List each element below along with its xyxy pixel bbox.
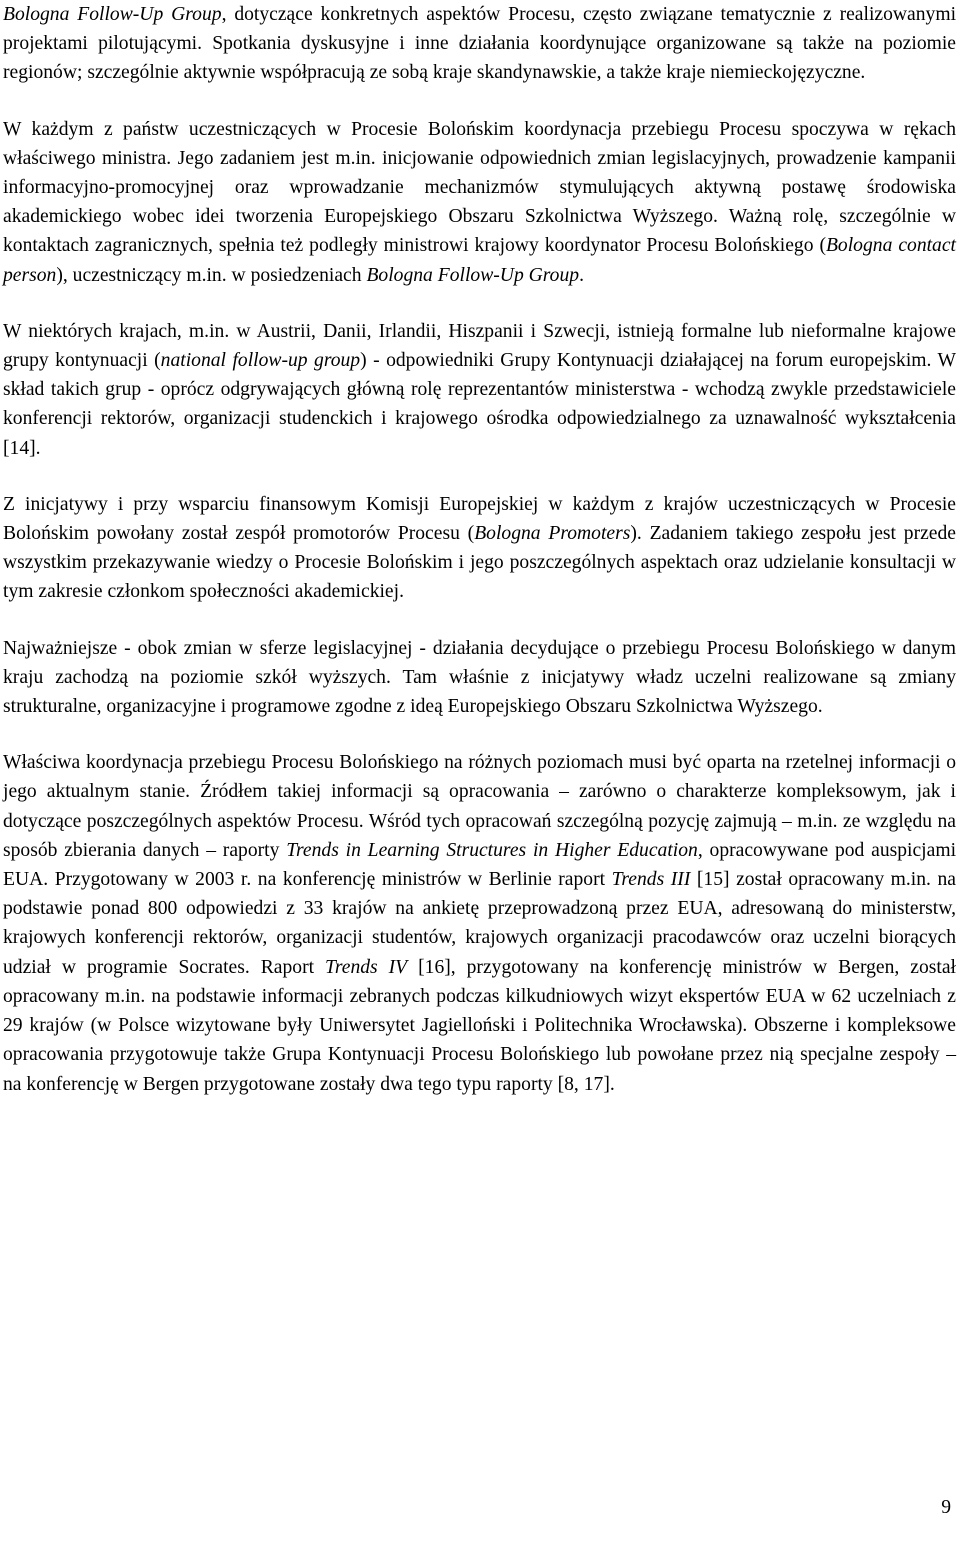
text-run: [15] został opracowany m.in. na podstawie ponad 800 odpowiedzi z 33 krajów na ankietę przeprowadzoną przez EUA, adresowaną do ministerstw, krajowych konferencji rektorów, organizacji studentów, krajowych organizacji pracodawców oraz uczelni biorących udział w programie Socrates. Raport: [3, 869, 956, 978]
text-run: Właściwa koordynacja przebiegu Procesu Bolońskiego na różnych poziomach musi być oparta na rzetelnej informacji o jego aktualnym stanie. Źródłem takiej informacji są opracowania – zarówno o charakterze kompleksowym, jak i dotyczące poszczególnych aspektów Procesu. Wśród tych opracowań szczególną pozycję zajmują – m.in. ze względu na sposób zbierania danych – raporty: [3, 752, 956, 861]
document-page: [3, 0, 956, 1099]
paragraph-4: [3, 490, 956, 607]
paragraph-6: [3, 748, 956, 1098]
paragraph-3: [3, 317, 956, 463]
text-run: W niektórych krajach, m.in. w Austrii, Danii, Irlandii, Hiszpanii i Szwecji, istnieją formalne lub nieformalne krajowe grupy kontynuacji (: [3, 320, 956, 372]
italic-text-run: Trends IV: [325, 956, 408, 978]
text-run: ), uczestniczący m.in. w posiedzeniach: [56, 264, 367, 286]
text-run: ) - odpowiedniki Grupy Kontynuacji działającej na forum europejskim. W skład takich grup - oprócz odgrywających główną rolę reprezentantów ministerstwa - wchodzą zwykle przedstawiciele konferencji rektorów, organizacji studenckich i krajowego ośrodka odpowiedzialnego za uznawalność wykształcenia [14].: [3, 350, 957, 459]
text-run: [16], przygotowany na konferencję ministrów w Bergen, został opracowany m.in. na podstawie informacji zebranych podczas kilkudniowych wizyt ekspertów EUA w 62 uczelniach z 29 krajów (w Polsce wizytowane były Uniwersytet Jagielloński i Politechnika Wrocławska). Obszerne i kompleksowe opracowania przygotowuje także Grupa Kontynuacji Procesu Bolońskiego lub powołane przez nią specjalne zespoły – na konferencję w Bergen przygotowane zostały dwa tego typu raporty [8, 17].: [3, 956, 956, 1095]
text-run: W każdym z państw uczestniczących w Procesie Bolońskim koordynacja przebiegu Procesu spoczywa w rękach właściwego ministra. Jego zadaniem jest m.in. inicjowanie odpowiednich zmian legislacyjnych, prowadzenie kampanii informacyjno-promocyjnej oraz wprowadzanie mechanizmów stymulujących aktywną postawę środowiska akademickiego wobec idei tworzenia Europejskiego Obszaru Szkolnictwa Wyższego. Ważną rolę, szczególnie w kontaktach zagranicznych, spełnia też podległy ministrowi krajowy koordynator Procesu Bolońskiego (: [3, 118, 956, 257]
italic-text-run: Bologna contact person: [3, 235, 956, 286]
italic-text-run: Bologna Follow-Up Group: [366, 264, 580, 286]
text-run: ). Zadaniem takiego zespołu jest przede wszystkim przekazywanie wiedzy o Procesie Bolońskim i jego poszczególnych aspektach oraz udzielanie konsultacji w tym zakresie członkom społeczności akademickiej.: [3, 523, 956, 603]
text-run: , opracowywane pod auspicjami EUA. Przygotowany w 2003 r. na konferencję ministrów w Berlinie raport: [3, 839, 957, 891]
italic-text-run: Bologna Promoters: [474, 523, 631, 545]
italic-text-run: Bologna Follow-Up Group: [3, 4, 222, 25]
text-run: .: [579, 264, 584, 286]
italic-text-run: national follow-up group: [160, 350, 361, 372]
italic-text-run: Trends III: [611, 869, 691, 891]
paragraph-1: [3, 0, 956, 88]
italic-text-run: Trends in Learning Structures in Higher Education: [286, 839, 698, 861]
page-number: 9: [941, 1497, 951, 1518]
paragraph-5: [3, 634, 956, 722]
paragraph-2: [3, 115, 956, 290]
text-run: Najważniejsze - obok zmian w sferze legislacyjnej - działania decydujące o przebiegu Procesu Bolońskiego w danym kraju zachodzą na poziomie szkół wyższych. Tam właśnie z inicjatywy władz uczelni realizowane są zmiany strukturalne, organizacyjne i programowe zgodne z ideą Europejskiego Obszaru Szkolnictwa Wyższego.: [3, 637, 956, 718]
text-run: , dotyczące konkretnych aspektów Procesu, często związane tematycznie z realizowanymi projektami pilotującymi. Spotkania dyskusyjne i inne działania koordynujące organizowane są także na poziomie regionów; szczególnie aktywnie współpracują ze sobą kraje skandynawskie, a także kraje niemieckojęzyczne.: [3, 4, 957, 84]
text-run: Z inicjatywy i przy wsparciu finansowym Komisji Europejskiej w każdym z krajów uczestniczących w Procesie Bolońskim powołany został zespół promotorów Procesu (: [3, 493, 956, 545]
